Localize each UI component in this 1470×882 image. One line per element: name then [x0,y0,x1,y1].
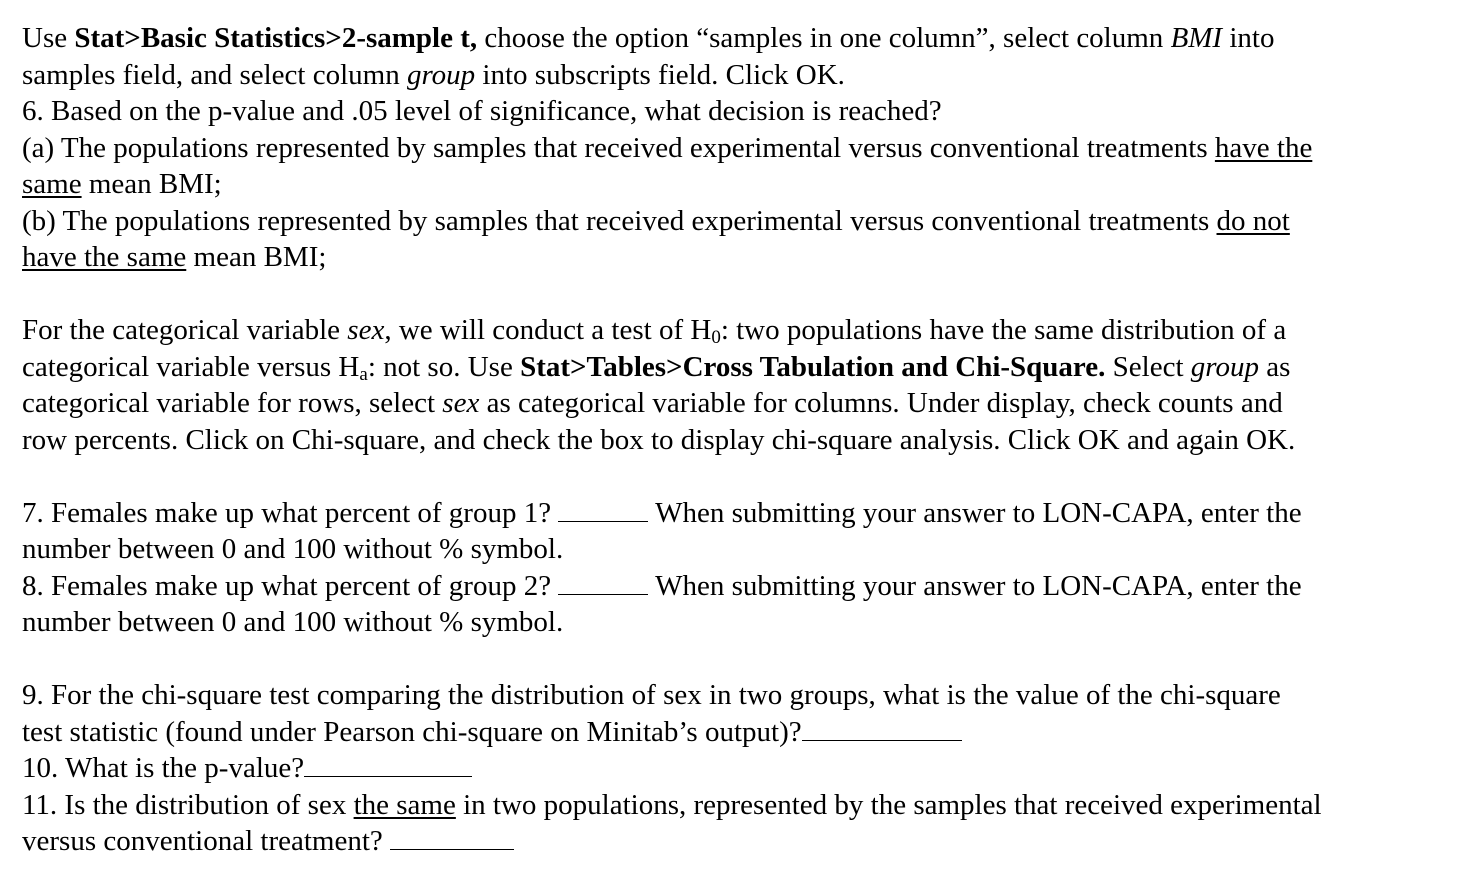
instructions-2-line-4: row percents. Click on Chi-square, and check the box to display chi-square analysis. Click OK and again OK. [22,423,1296,456]
underlined-text: have the same [22,241,187,273]
spacer [22,276,1452,313]
question-8-line-1 [22,568,1452,605]
submission-note: When submitting your answer to LON-CAPA, enter the [648,496,1302,529]
question-9-text: test statistic (found under Pearson chi-square on Minitab’s output)? [22,715,802,748]
answer-blank[interactable] [304,750,472,777]
text: categorical variable for rows, select [22,387,443,419]
text: , we will conduct a test of H [384,314,712,346]
instructions-2-line-2 [22,349,1452,386]
text: mean BMI; [81,168,222,200]
question-10-text: 10. What is the p-value? [22,752,305,784]
text: Select [1105,350,1191,383]
text: as categorical variable for columns. Under display, check counts and [479,387,1283,419]
question-7-line-1 [22,495,1452,532]
instructions-2-line-3 [22,385,1452,422]
menu-path: Stat>Tables>Cross Tabulation and Chi-Square. [520,350,1106,383]
variable-name: group [1190,350,1259,383]
variable-name: sex [347,314,385,346]
document-body [22,20,1452,860]
underlined-text: the same [353,788,456,821]
question-7-text: 7. Females make up what percent of group 1? [22,496,559,529]
text: into subscripts field. Click OK. [475,58,845,91]
underlined-text: do not [1216,204,1290,237]
text: choose the option “samples in one column”, select column [477,22,1171,54]
text: For the categorical variable [22,314,348,346]
question-6: 6. Based on the p-value and .05 level of significance, what decision is reached? [22,95,942,127]
question-11-text: versus conventional treatment? [22,825,391,857]
question-11-line-2 [22,823,1452,860]
answer-blank[interactable] [802,714,962,741]
text: (b) The populations represented by samples that received experimental versus conventional treatments [22,204,1217,237]
subscript: 0 [711,327,721,348]
text: samples field, and select column [22,58,407,91]
answer-blank[interactable] [558,495,648,522]
question-10 [22,750,1452,787]
question-8-text: 8. Females make up what percent of group 2? [22,569,559,602]
variable-name: sex [442,387,480,419]
menu-path: Stat>Basic Statistics>2-sample t, [74,22,478,54]
text: into [1222,22,1275,54]
text: : not so. Use [367,350,521,383]
text: mean BMI; [186,241,327,273]
text: in two populations, represented by the samples that received experimental [455,788,1322,821]
question-9-line-1: 9. For the chi-square test comparing the distribution of sex in two groups, what is the value of the chi-square [22,679,1281,711]
submission-note: When submitting your answer to LON-CAPA, enter the [648,569,1302,602]
variable-name: BMI [1170,22,1223,54]
instructions-line-1 [22,20,1452,57]
spacer [22,458,1452,495]
question-7-line-2: number between 0 and 100 without % symbol. [22,533,564,565]
option-a-line-1 [22,130,1452,167]
option-b-line-2 [22,239,1452,276]
text: categorical variable versus H [22,350,360,383]
answer-blank[interactable] [558,568,648,595]
question-8-line-2: number between 0 and 100 without % symbol. [22,606,564,638]
text: : two populations have the same distribution of a [720,314,1287,346]
text: as [1258,350,1291,383]
underlined-text: have the [1214,131,1313,164]
instructions-line-2 [22,57,1452,94]
variable-name: group [406,58,476,91]
text: Use [22,22,75,54]
option-a-line-2 [22,166,1452,203]
underlined-text: same [22,168,82,200]
text: 11. Is the distribution of sex [22,788,354,821]
answer-blank[interactable] [390,823,514,850]
question-11-line-1 [22,787,1452,824]
question-9-line-2 [22,714,1452,751]
text: (a) The populations represented by samples that received experimental versus conventional treatments [22,131,1215,164]
spacer [22,641,1452,678]
subscript: a [359,363,368,385]
option-b-line-1 [22,203,1452,240]
instructions-2-line-1 [22,312,1452,349]
